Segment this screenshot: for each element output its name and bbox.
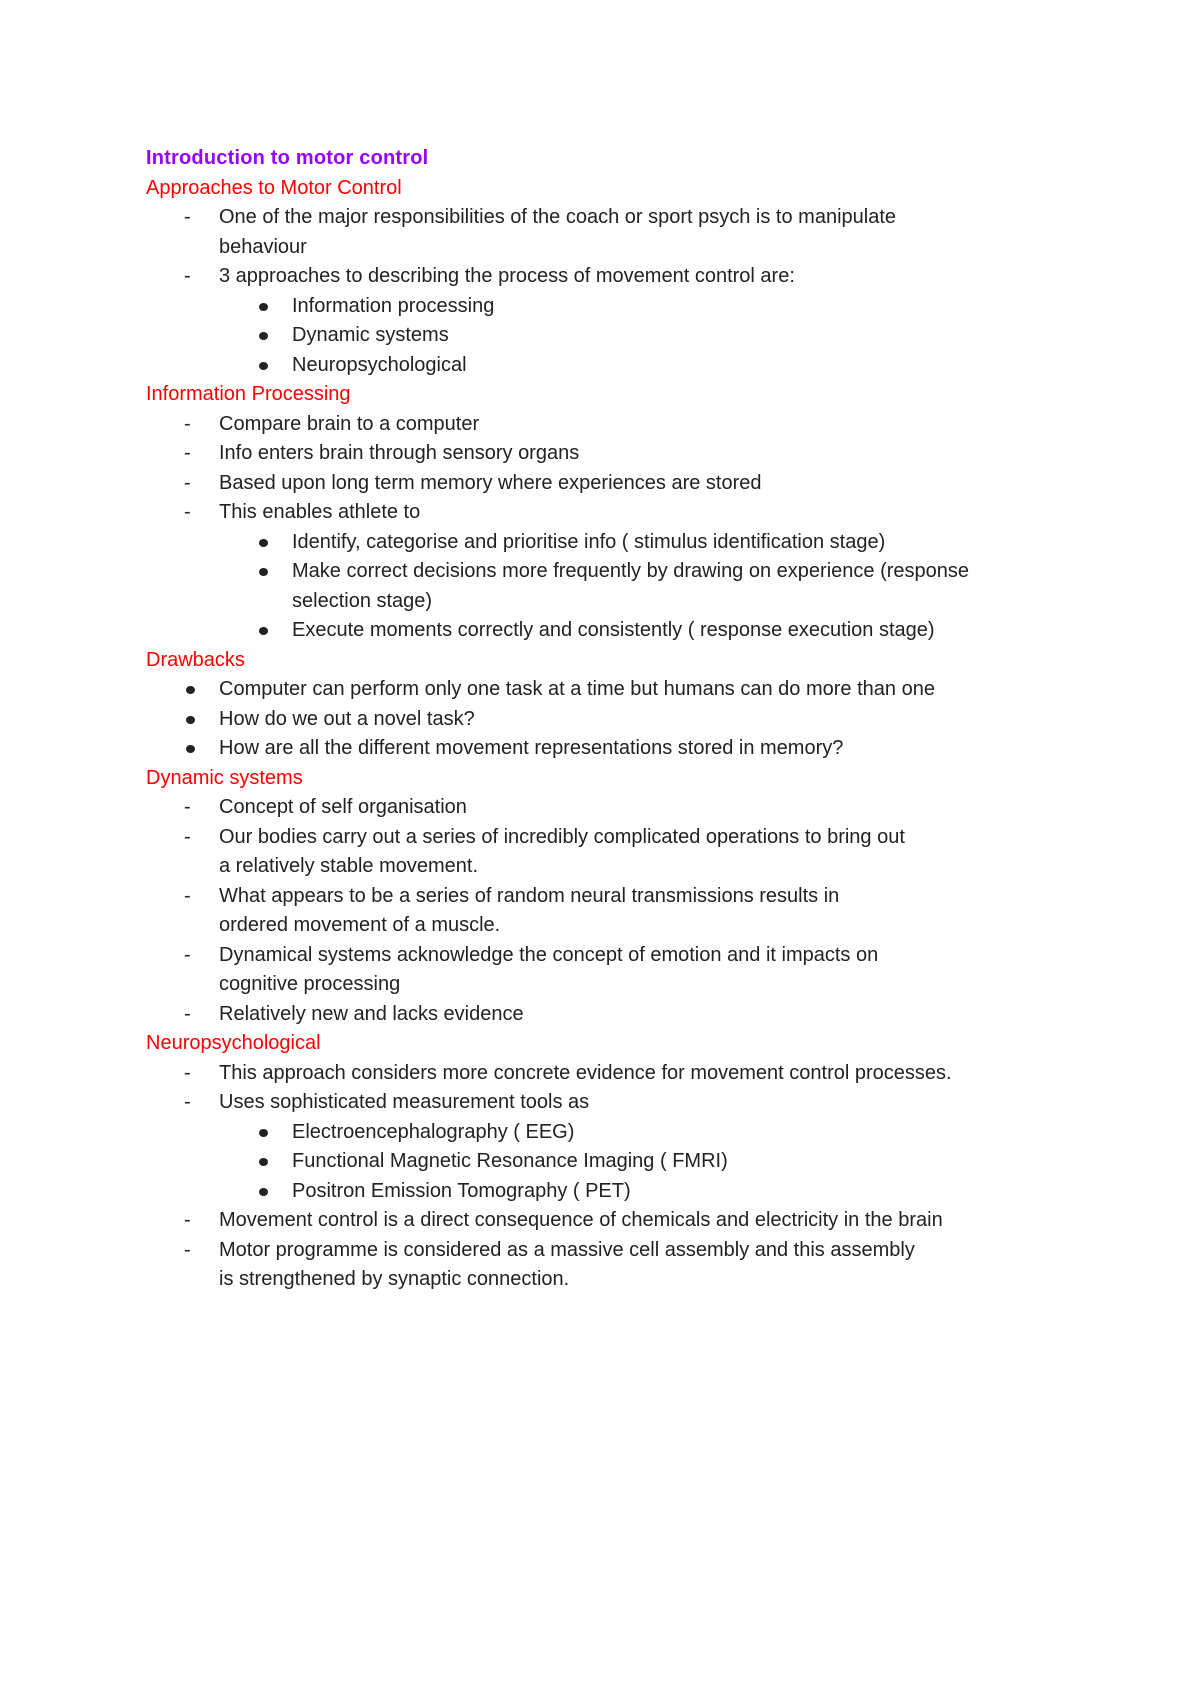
drawbacks-list xyxy=(146,675,1066,764)
section-heading-drawbacks: Drawbacks xyxy=(146,648,245,671)
list-item: Information processing xyxy=(146,292,1066,322)
list-item: - 3 approaches to describing the process of movement control are: Information processing Dynamic systems Neuropsychological xyxy=(146,262,1066,380)
dynamic-systems-list xyxy=(146,793,1066,1029)
neuropsychological-sublist xyxy=(146,1118,1066,1207)
list-item: - One of the major responsibilities of the coach or sport psych is to manipulate behaviour xyxy=(146,203,939,262)
list-item: Positron Emission Tomography ( PET) xyxy=(146,1177,1066,1207)
list-item: - Compare brain to a computer xyxy=(146,410,1066,440)
information-processing-list xyxy=(146,410,1066,646)
list-item: - Our bodies carry out a series of incredibly complicated operations to bring out a relatively stable movement. xyxy=(146,823,909,882)
list-item: - Movement control is a direct consequence of chemicals and electricity in the brain xyxy=(146,1206,1066,1236)
list-item: - Motor programme is considered as a massive cell assembly and this assembly is strengthened by synaptic connection. xyxy=(146,1236,919,1295)
approaches-sublist xyxy=(146,292,1066,381)
list-item: - This enables athlete to Identify, categorise and prioritise info ( stimulus identification stage) Make correct decisions more frequently by drawing on experience (response selection stage) Execute moments correctly and consistently ( response execution stage) xyxy=(146,498,1066,646)
section-heading-dynamic-systems: Dynamic systems xyxy=(146,766,303,789)
list-item: Electroencephalography ( EEG) xyxy=(146,1118,1066,1148)
section-heading-neuropsychological: Neuropsychological xyxy=(146,1032,321,1054)
list-item: - Uses sophisticated measurement tools as Electroencephalography ( EEG) Functional Magnetic Resonance Imaging ( FMRI) Positron Emission Tomography ( PET) xyxy=(146,1088,1066,1206)
list-item: Identify, categorise and prioritise info ( stimulus identification stage) xyxy=(146,528,1066,558)
approaches-list xyxy=(146,203,1066,380)
information-processing-sublist xyxy=(146,528,1066,646)
list-item: Functional Magnetic Resonance Imaging ( FMRI) xyxy=(146,1147,1066,1177)
document-title: Introduction to motor control xyxy=(146,147,429,169)
list-item: - Dynamical systems acknowledge the concept of emotion and it impacts on cognitive processing xyxy=(146,941,919,1000)
list-item: Make correct decisions more frequently by drawing on experience (response selection stage) xyxy=(146,557,992,616)
list-item: Dynamic systems xyxy=(146,321,1066,351)
list-item: How do we out a novel task? xyxy=(146,705,1066,735)
list-item: - This approach considers more concrete evidence for movement control processes. xyxy=(146,1059,1066,1089)
list-item: Computer can perform only one task at a time but humans can do more than one xyxy=(146,675,1066,705)
section-heading-approaches: Approaches to Motor Control xyxy=(146,176,402,199)
list-item: - Relatively new and lacks evidence xyxy=(146,1000,1066,1030)
section-heading-information-processing: Information Processing xyxy=(146,383,351,405)
list-item: - Based upon long term memory where experiences are stored xyxy=(146,469,1066,499)
list-item: - What appears to be a series of random neural transmissions results in ordered movement of a muscle. xyxy=(146,882,909,941)
neuropsychological-list xyxy=(146,1059,1066,1295)
list-item: Execute moments correctly and consistently ( response execution stage) xyxy=(146,616,1066,646)
list-item: - Info enters brain through sensory organs xyxy=(146,439,1066,469)
list-item: Neuropsychological xyxy=(146,351,1066,381)
list-item: How are all the different movement representations stored in memory? xyxy=(146,734,1066,764)
document-page xyxy=(146,144,1066,1295)
list-item: - Concept of self organisation xyxy=(146,793,1066,823)
